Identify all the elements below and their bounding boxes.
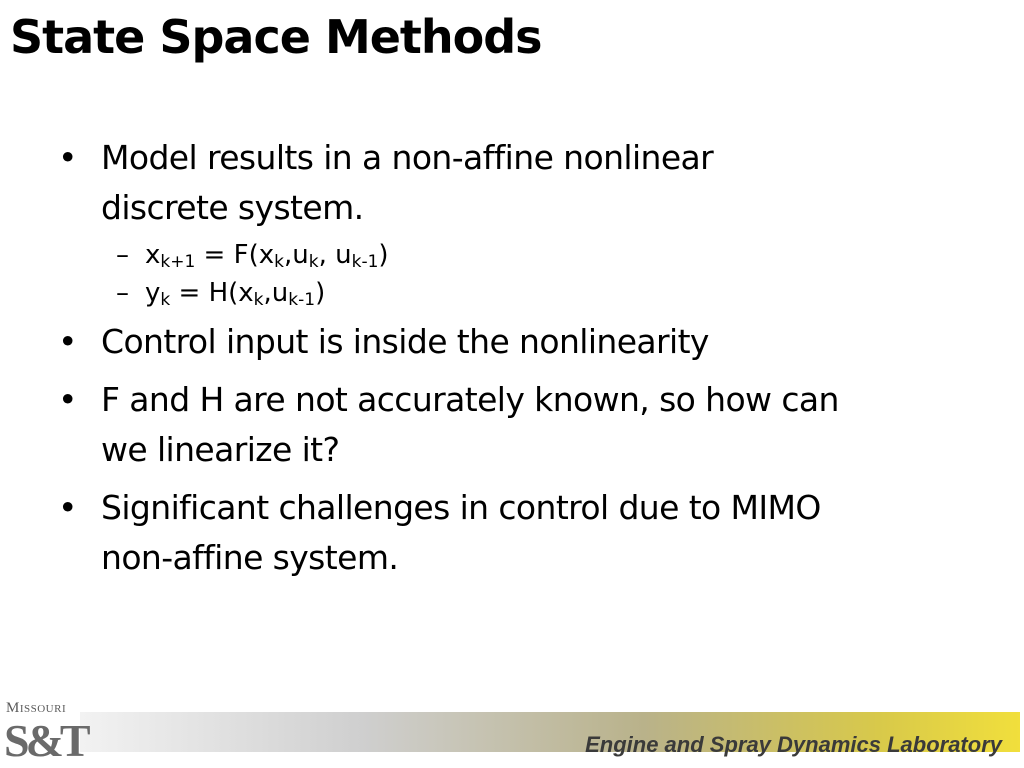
university-logo: [4, 700, 90, 768]
footer-banner: [80, 712, 1020, 757]
slide-footer: [0, 700, 1024, 768]
equation-state: $x_{k+1} = F(x_k,u_k$, $u_{k-1}$): [145, 240, 389, 272]
bullet-text: F and H are not accurately known, so how can: [101, 380, 839, 419]
slide-title: State Space Methods: [10, 10, 542, 64]
bullet-dot: •: [58, 322, 77, 361]
equation-item: [56, 238, 986, 272]
bullet-item: [56, 317, 986, 367]
logo-main-text: S&T: [4, 715, 87, 766]
bullet-text: Model results in a non-affine nonlinear: [101, 138, 714, 177]
bullet-item: [56, 133, 986, 233]
bullet-text: Significant challenges in control due to MIMO: [101, 488, 821, 527]
bullet-dot: •: [58, 138, 77, 177]
lab-name: Engine and Spray Dynamics Laboratory: [585, 732, 1002, 757]
dash-glyph: –: [116, 240, 129, 270]
bullet-text: Control input is inside the nonlinearity: [101, 322, 709, 361]
bullet-item: [56, 375, 986, 475]
equation-item: [56, 276, 986, 310]
bullet-dot: •: [58, 380, 77, 419]
bullet-dot: •: [58, 488, 77, 527]
bullet-text: discrete system.: [101, 188, 364, 227]
equation-output: $y_k = H(x_k,u_{k-1})$: [145, 278, 326, 310]
bullet-list: [56, 133, 986, 591]
bullet-item: [56, 483, 986, 583]
logo-top-text: Missouri: [6, 700, 67, 716]
dash-glyph: –: [116, 278, 129, 308]
bullet-text: we linearize it?: [101, 430, 340, 469]
bullet-text: non-affine system.: [101, 538, 399, 577]
